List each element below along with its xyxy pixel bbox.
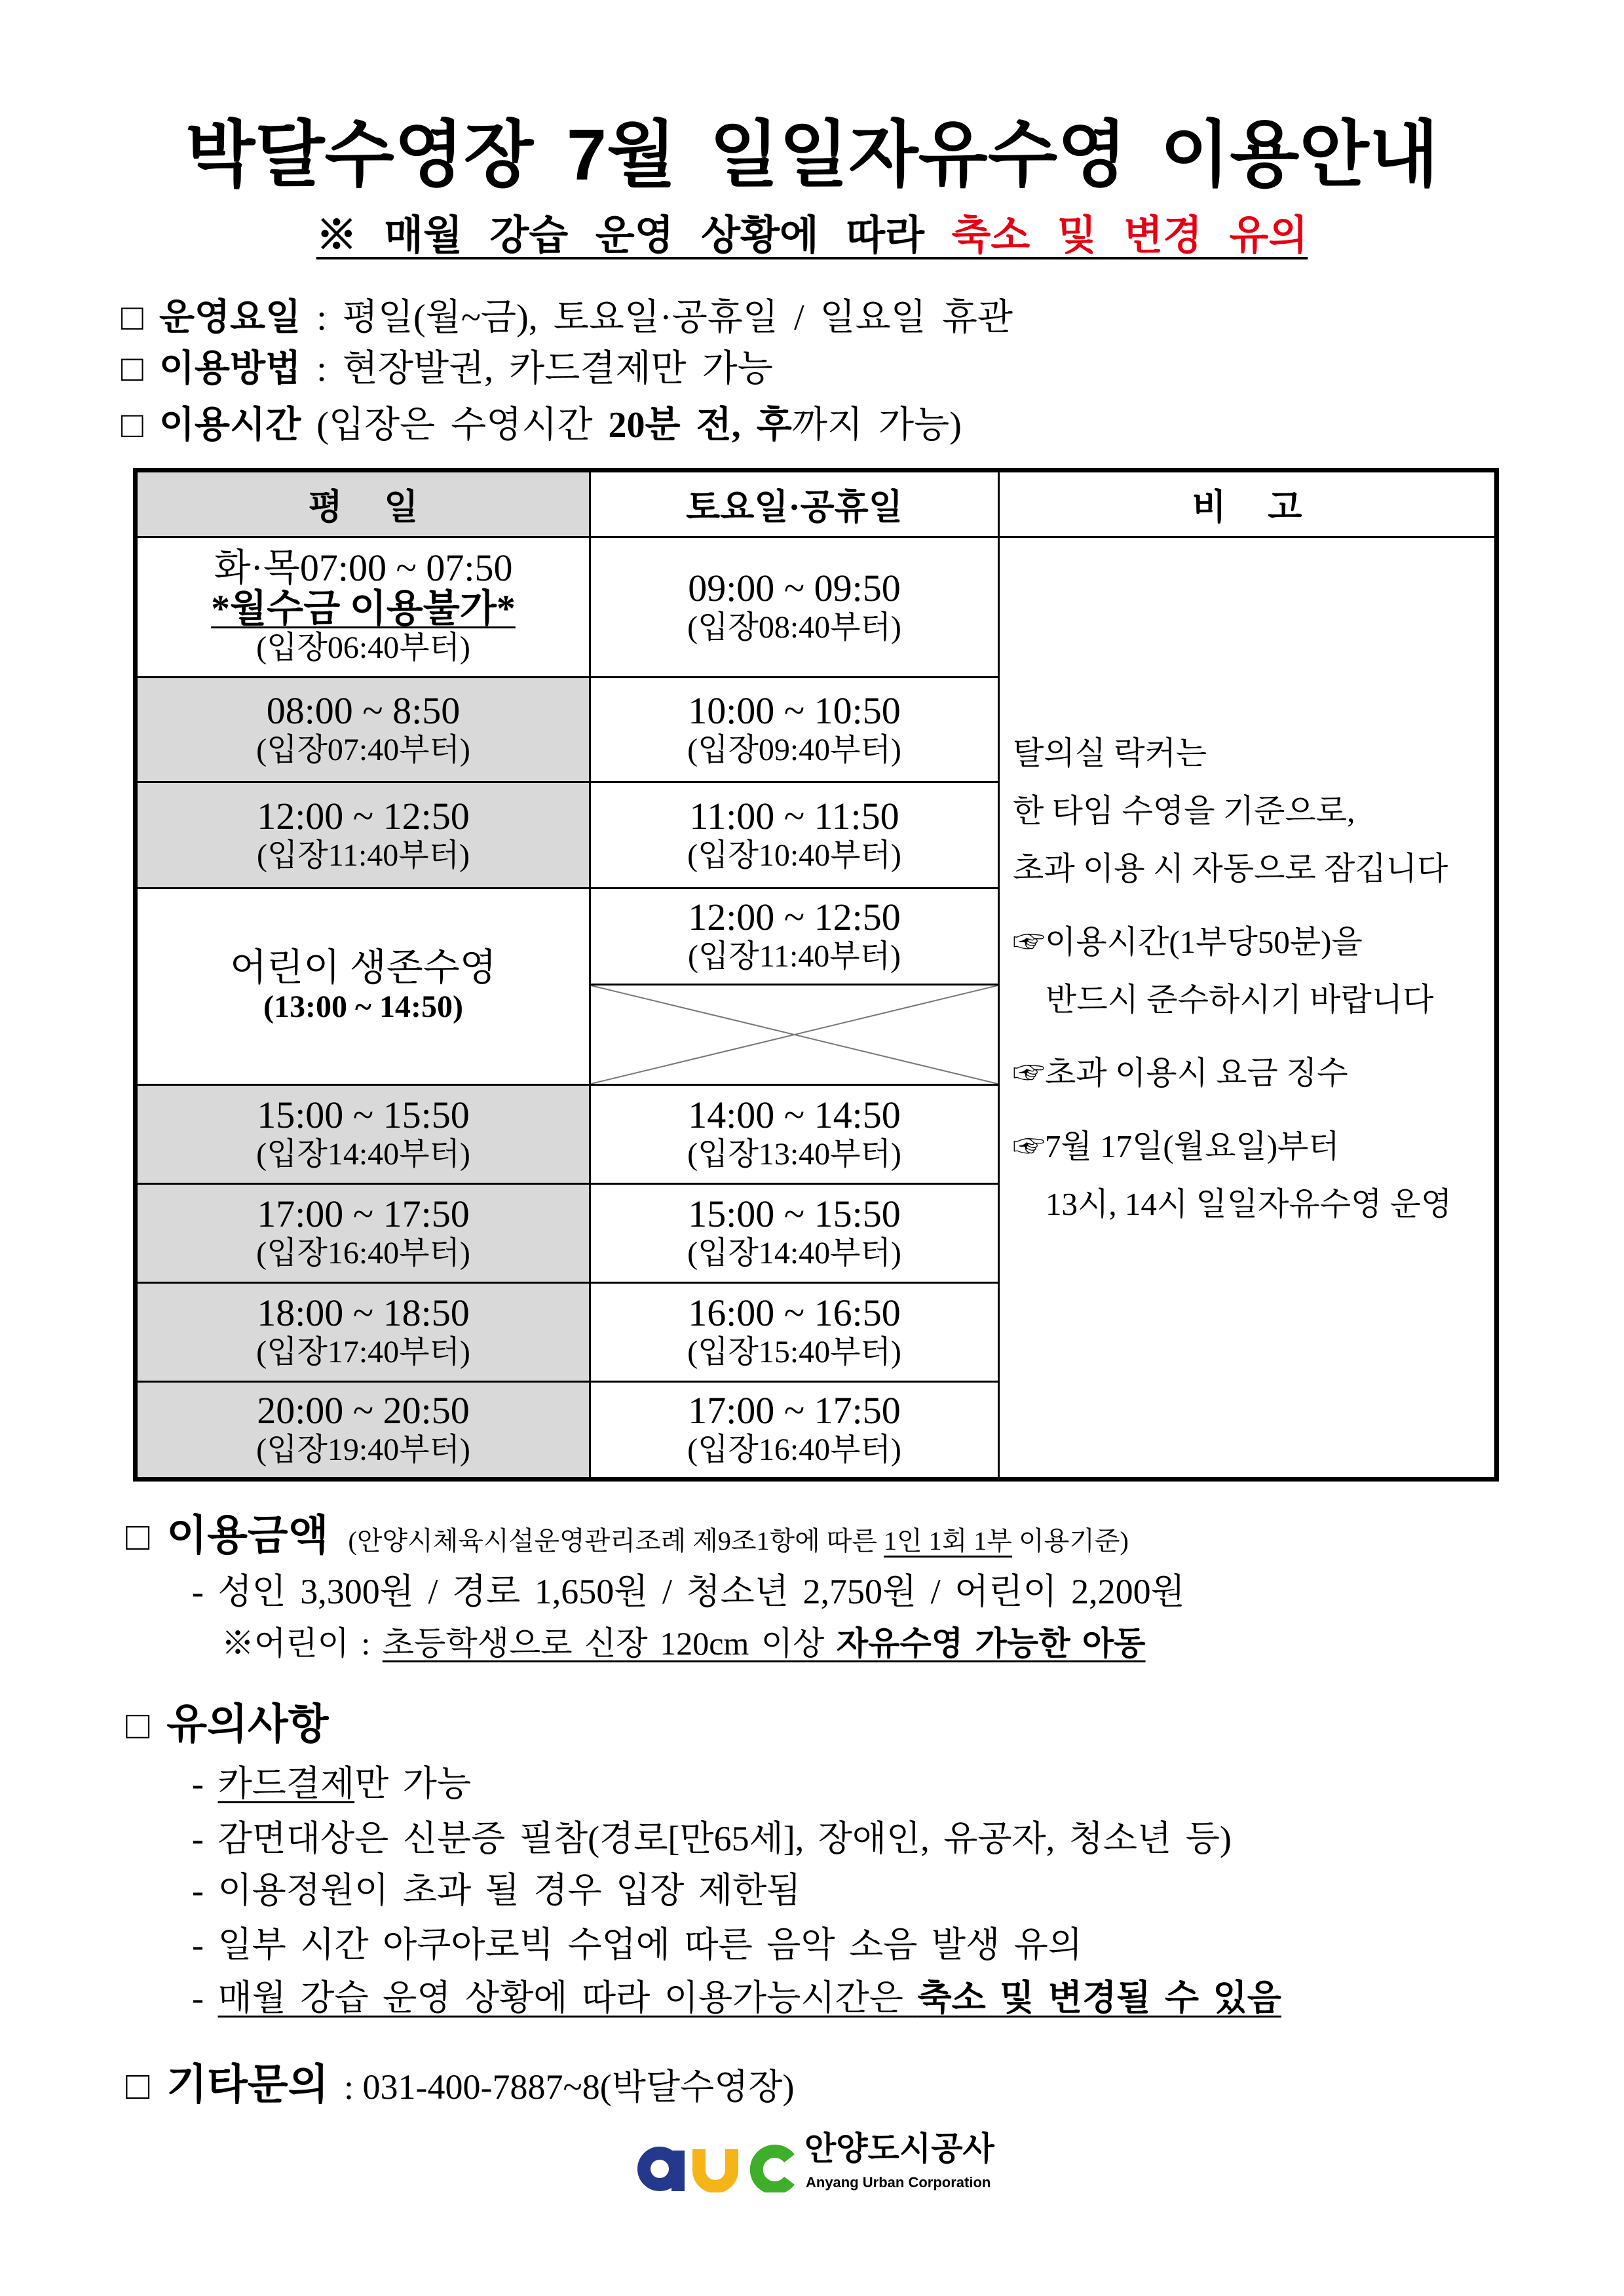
info-label: 이용방법: [159, 349, 301, 389]
info-operating-days: [121, 292, 1013, 344]
auc-logo-icon: [635, 2137, 797, 2192]
notice-subtitle: [0, 208, 1624, 263]
remark-line: 탈의실 락커는: [1013, 735, 1207, 771]
logo-letter-a-bowl: [644, 2153, 675, 2185]
info-label: 이용시간: [159, 405, 301, 446]
checkbox-bullet-icon: □: [121, 349, 143, 389]
logo-name-english: Anyang Urban Corporation: [806, 2174, 991, 2191]
info-text: : 평일(월~금), 토요일·공휴일 / 일요일 휴관: [301, 297, 1013, 338]
checkbox-bullet-icon: □: [126, 1704, 150, 1747]
slot-entry: (입장09:40부터): [687, 732, 901, 767]
remark-line: 반드시 준수하시기 바랍니다: [1046, 982, 1434, 1018]
slot-time: 17:00 ~ 17:50: [688, 1389, 901, 1432]
caution-underlined: 카드결제: [217, 1764, 355, 1803]
slot-time: 18:00 ~ 18:50: [257, 1292, 470, 1334]
slot-time: 14:00 ~ 14:50: [688, 1094, 901, 1136]
info-usage-time: [121, 399, 962, 451]
caution-dash: -: [192, 1978, 218, 2018]
fees-basis-text: 이용기준): [1011, 1526, 1129, 1556]
fees-basis-text: (안양시체육시설운영관리조례 제9조1항에 따른: [348, 1526, 884, 1556]
remark-line: 초과 이용 시 자동으로 잠깁니다: [1013, 851, 1448, 887]
remark-new-sessions: [1013, 1118, 1494, 1233]
info-text: : 현장발권, 카드결제만 가능: [301, 349, 773, 389]
slot-entry: (입장07:40부터): [256, 732, 470, 767]
slot-entry: (입장11:40부터): [688, 939, 901, 974]
caution-bold: 축소 및 변경될 수 있음: [917, 1978, 1281, 2018]
info-text: (입장은 수영시간: [301, 405, 609, 446]
slot-time: 15:00 ~ 15:50: [257, 1094, 470, 1136]
slot-time: 16:00 ~ 16:50: [688, 1292, 901, 1334]
info-usage-method: [121, 343, 773, 395]
slot-entry: (입장15:40부터): [687, 1335, 901, 1369]
caution-item: [192, 1757, 471, 1810]
checkbox-bullet-icon: □: [126, 1515, 150, 1558]
child-note-underlined: 초등학생으로 신장 120cm 이상: [382, 1625, 837, 1662]
logo-letter-c: [757, 2151, 789, 2188]
contact-label: 기타문의: [166, 2061, 329, 2108]
remark-locker: [1013, 725, 1494, 898]
slot-entry: (입장14:40부터): [256, 1137, 470, 1172]
logo-letter-u: [699, 2149, 732, 2187]
slot-entry: (입장17:40부터): [256, 1335, 470, 1369]
remark-line: ☞초과 이용시 요금 징수: [1013, 1055, 1348, 1091]
slot-entry: (입장08:40부터): [687, 609, 901, 645]
slot-time: 15:00 ~ 15:50: [688, 1193, 901, 1235]
fees-label: 이용금액: [166, 1512, 329, 1559]
subtitle-highlight: 축소 및 변경 유의: [951, 214, 1308, 258]
slot-time: 09:00 ~ 09:50: [688, 566, 901, 609]
subtitle-underlined: [316, 214, 1308, 258]
weekday-slot: [136, 537, 590, 678]
slot-time: 20:00 ~ 20:50: [257, 1389, 470, 1432]
caution-item: - 이용정원이 초과 될 경우 입장 제한됨: [192, 1871, 801, 1910]
slot-entry: (입장16:40부터): [687, 1432, 901, 1467]
slot-time: 08:00 ~ 8:50: [266, 689, 461, 732]
caution-item: - 일부 시간 아쿠아로빅 수업에 따른 음악 소음 발생 유의: [192, 1925, 1083, 1964]
slot-time: 11:00 ~ 11:50: [689, 794, 899, 837]
weekday-slot-children-survival-swimming: [136, 889, 590, 1085]
child-eligibility-note: [221, 1622, 1146, 1664]
slot-entry: (입장13:40부터): [687, 1137, 901, 1172]
weekday-slot: [136, 1283, 590, 1382]
header-weekend-holiday: 토요일·공휴일: [590, 470, 999, 537]
fees-basis-underlined: 1인 1회 1부: [884, 1526, 1012, 1556]
info-text-bold: 20분 전, 후: [608, 405, 792, 446]
remark-line: ☞7월 17일(월요일)부터: [1013, 1128, 1340, 1164]
weekend-slot: [590, 678, 999, 782]
page-title: 박달수영장 7월 일일자유수영 이용안내: [185, 115, 1439, 195]
logo-name: 안양도시공사: [804, 2130, 994, 2167]
fees-basis: [349, 1526, 1129, 1556]
table-header-row: [136, 470, 1497, 537]
header-weekday: 평 일: [136, 470, 590, 537]
slot-time: 화·목07:00 ~ 07:50: [214, 546, 513, 589]
remark-line: 13시, 14시 일일자유수영 운영: [1046, 1186, 1452, 1222]
slot-entry: (입장10:40부터): [687, 837, 901, 873]
weekday-slot: [136, 678, 590, 782]
weekend-slot: [590, 1382, 999, 1480]
remark-time-limit: [1013, 913, 1494, 1029]
slot-entry: (입장06:40부터): [256, 630, 470, 665]
caution-item: [192, 1972, 1281, 2024]
checkbox-bullet-icon: □: [121, 297, 143, 338]
slot-time: 10:00 ~ 10:50: [688, 689, 901, 732]
slot-entry: (입장11:40부터): [257, 837, 470, 873]
table-row: [136, 537, 1497, 678]
child-note-bold: 자유수영 가능한 아동: [836, 1625, 1146, 1662]
remarks-cell: [999, 537, 1497, 1480]
cross-out-mark: [591, 985, 998, 1084]
remark-line: ☞이용시간(1부당50분)을: [1013, 924, 1363, 960]
child-note-prefix: ※어린이 :: [221, 1625, 383, 1662]
slot-time: 12:00 ~ 12:50: [688, 896, 901, 938]
caution-item: - 감면대상은 신분증 필참(경로[만65세], 장애인, 유공자, 청소년 등): [192, 1819, 1232, 1858]
info-label: 운영요일: [159, 297, 301, 338]
checkbox-bullet-icon: □: [121, 405, 143, 446]
slot-entry: (입장16:40부터): [256, 1236, 470, 1271]
remark-line: 한 타임 수영을 기준으로,: [1013, 793, 1355, 829]
contact-phone: : 031-400-7887~8(박달수영장): [335, 2067, 795, 2107]
weekday-slot: [136, 1382, 590, 1480]
weekend-slot: [590, 889, 999, 985]
logo-letter-a-stem: [671, 2151, 685, 2191]
cautions-label: 유의사항: [166, 1701, 329, 1748]
caution-dash: -: [192, 1764, 218, 1803]
header-remarks: 비 고: [999, 470, 1497, 537]
weekend-slot: [590, 1184, 999, 1283]
weekday-slot: [136, 782, 590, 889]
slot-restriction: *월수금 이용불가*: [211, 586, 516, 630]
weekday-slot: [136, 1085, 590, 1184]
slot-entry: (입장14:40부터): [687, 1236, 901, 1271]
info-text: 까지 가능): [791, 405, 962, 446]
caution-text: 만 가능: [354, 1764, 472, 1803]
caution-underlined: 매월 강습 운영 상황에 따라 이용가능시간은: [217, 1978, 918, 2018]
slot-entry: (입장19:40부터): [256, 1432, 470, 1467]
weekend-slot: [590, 1085, 999, 1184]
slot-program-time: (13:00 ~ 14:50): [263, 989, 463, 1024]
remark-overtime-fee: [1013, 1044, 1494, 1102]
slot-program: 어린이 생존수영: [230, 946, 497, 989]
weekend-slot: [590, 537, 999, 678]
slot-time: 12:00 ~ 12:50: [257, 794, 470, 837]
slot-time: 17:00 ~ 17:50: [257, 1193, 470, 1235]
contact-line: [126, 2052, 795, 2129]
weekday-slot: [136, 1184, 590, 1283]
weekend-slot: [590, 782, 999, 889]
checkbox-bullet-icon: □: [126, 2064, 150, 2107]
subtitle-prefix: ※ 매월 강습 운영 상황에 따라: [316, 214, 952, 258]
schedule-table: [133, 468, 1499, 1482]
fees-prices: - 성인 3,300원 / 경로 1,650원 / 청소년 2,750원 / 어린이 2,200원: [192, 1572, 1185, 1611]
weekend-slot-unavailable: [590, 985, 999, 1085]
weekend-slot: [590, 1283, 999, 1382]
